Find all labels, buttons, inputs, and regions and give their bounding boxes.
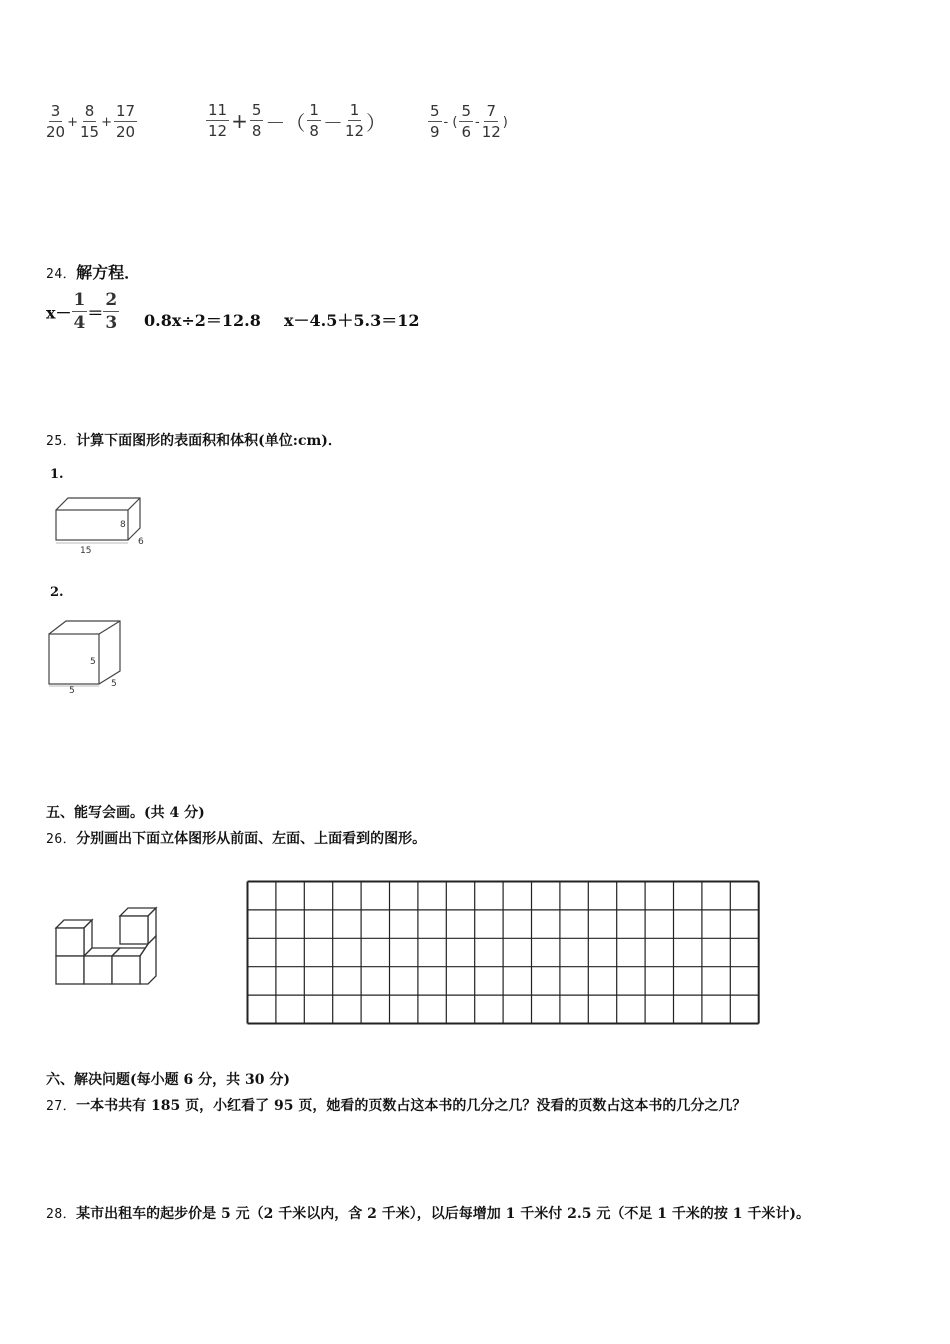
operator: - xyxy=(475,114,480,130)
question-text: 分别画出下面立体图形从前面、左面、上面看到的图形。 xyxy=(76,831,427,847)
figure-1-label: 1. xyxy=(50,467,64,482)
equation-2: 0.8x÷2＝12.8 xyxy=(144,311,261,330)
fraction: $\frac{1}{8}$ xyxy=(309,101,319,140)
operator: + xyxy=(67,114,78,130)
calc-expression-2 xyxy=(206,103,388,139)
operator: - ( xyxy=(443,114,458,130)
cube-height-label: 5 xyxy=(90,657,96,667)
calc-expression-3 xyxy=(428,104,510,140)
operator: － xyxy=(322,110,343,135)
operator: －（ xyxy=(265,110,306,135)
question-24-heading xyxy=(46,260,140,283)
operator: ） xyxy=(366,110,387,135)
cuboid-width-label: 6 xyxy=(138,537,144,547)
calc-expression-1 xyxy=(46,104,137,140)
question-text: 一本书共有 185 页，小红看了 95 页，她看的页数占这本书的几分之几？没看的页数占这本书的几分之几？ xyxy=(76,1098,747,1114)
fraction: $\frac{8}{15}$ xyxy=(80,102,100,141)
fraction: $\frac{11}{12}$ xyxy=(208,101,228,140)
fraction: $\frac{3}{20}$ xyxy=(46,102,66,141)
question-27 xyxy=(46,1095,746,1115)
question-number: 24． xyxy=(46,267,77,282)
cuboid-figure xyxy=(48,492,158,558)
fraction: $\frac{7}{12}$ xyxy=(481,102,501,141)
question-25 xyxy=(46,430,342,450)
fraction: $\frac{1}{12}$ xyxy=(344,101,365,140)
operator: ) xyxy=(502,114,508,130)
drawing-grid[interactable] xyxy=(246,880,760,1026)
fraction: $\frac{17}{20}$ xyxy=(116,102,136,141)
fraction: $\frac{5}{6}$ xyxy=(461,102,471,141)
question-28 xyxy=(46,1203,810,1223)
fraction: $\frac{2}{3}$ xyxy=(105,290,118,333)
cube-stack-figure xyxy=(50,904,162,988)
operator: + xyxy=(101,114,112,130)
operator: + xyxy=(231,109,248,133)
figure-2-label: 2. xyxy=(50,585,64,600)
cuboid-length-label: 15 xyxy=(80,546,92,556)
question-number: 26． xyxy=(46,832,77,847)
cuboid-height-label: 8 xyxy=(120,520,126,530)
equation-1: x－ $\frac{1}{4}$ ＝ $\frac{2}{3}$ xyxy=(46,290,118,333)
question-number: 25． xyxy=(46,434,77,449)
question-number: 27． xyxy=(46,1099,77,1114)
question-26 xyxy=(46,828,426,848)
question-text: 计算下面图形的表面积和体积(单位:cm)． xyxy=(76,433,342,449)
cube-side-label: 5 xyxy=(111,679,117,689)
section-6-title: 六、解决问题(每小题 6 分，共 30 分) xyxy=(46,1072,290,1088)
section-5-title: 五、能写会画。(共 4 分) xyxy=(46,805,205,821)
question-text: 某市出租车的起步价是 5 元（2 千米以内，含 2 千米），以后每增加 1 千米付 2.5 元（不足 1 千米的按 1 千米计)。 xyxy=(76,1206,810,1222)
equation-3: x－4.5＋5.3＝12 xyxy=(284,311,420,330)
fraction: $\frac{1}{4}$ xyxy=(73,290,86,333)
fraction: $\frac{5}{9}$ xyxy=(430,102,440,141)
cube-figure xyxy=(44,616,128,696)
question-number: 28． xyxy=(46,1207,77,1222)
fraction: $\frac{5}{8}$ xyxy=(251,101,262,140)
cube-front-label: 5 xyxy=(69,686,75,696)
question-title: 解方程． xyxy=(76,263,141,282)
